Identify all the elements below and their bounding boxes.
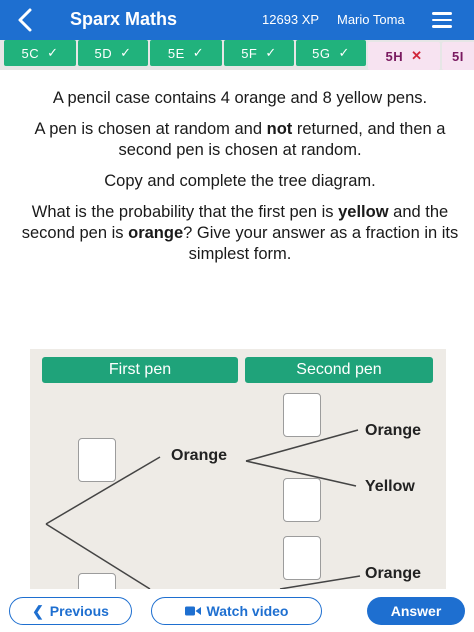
- question-line-3: Copy and complete the tree diagram.: [104, 172, 376, 190]
- first-pen-heading: First pen: [42, 357, 238, 383]
- tab-label: 5C: [21, 45, 40, 61]
- tab-label: 5F: [241, 45, 258, 61]
- tab-label: 5I: [452, 48, 464, 64]
- tab-label: 5D: [94, 45, 113, 61]
- check-icon: ✓: [338, 45, 350, 60]
- app-title: Sparx Maths: [70, 9, 178, 29]
- tab-5c[interactable]: [4, 40, 76, 66]
- second-yellow-label: Yellow: [365, 478, 415, 495]
- tab-label: 5G: [312, 45, 331, 61]
- xp-counter: 12693 XP: [262, 12, 320, 27]
- check-icon: ✓: [120, 45, 132, 60]
- tab-5f[interactable]: [224, 40, 294, 66]
- tree-diagram: [30, 349, 446, 589]
- question-line-4: What is the probability that the first pen is yellow and the second pen is orange? Give your answer as a fraction in its simplest form.: [21, 203, 459, 263]
- second-orange-label: Orange: [365, 422, 422, 439]
- check-icon: ✓: [265, 45, 277, 60]
- chevron-left-icon: ❮: [32, 602, 44, 619]
- video-camera-icon: [185, 606, 201, 616]
- check-icon: ✓: [192, 45, 205, 60]
- back-arrow-icon[interactable]: [14, 6, 38, 34]
- user-name[interactable]: Mario Toma: [337, 12, 405, 27]
- question-line-2: A pen is chosen at random and not returned, and then a second pen is chosen at random.: [34, 120, 446, 159]
- bottom-bar: [0, 590, 474, 632]
- watch-video-label: Watch video: [206, 603, 289, 619]
- answer-button[interactable]: Answer: [367, 597, 465, 625]
- tab-label: 5H: [385, 48, 404, 64]
- tab-5d[interactable]: [78, 40, 148, 66]
- watch-video-button[interactable]: [151, 597, 322, 625]
- tab-5e[interactable]: [150, 40, 222, 66]
- previous-label: Previous: [49, 603, 109, 619]
- orange-yellow-probability-box[interactable]: [283, 478, 321, 522]
- previous-button[interactable]: [9, 597, 132, 625]
- top-bar: [0, 0, 474, 40]
- tab-5h[interactable]: [368, 42, 440, 70]
- cross-icon: ✕: [411, 48, 423, 63]
- question-line-1: A pencil case contains 4 orange and 8 yellow pens.: [52, 89, 428, 107]
- yellow-orange-probability-box[interactable]: [283, 536, 321, 580]
- first-orange-probability-box[interactable]: [78, 438, 116, 482]
- hamburger-menu-icon[interactable]: [426, 0, 458, 40]
- first-yellow-probability-box[interactable]: [78, 573, 116, 589]
- tab-5i[interactable]: [442, 42, 474, 70]
- check-icon: ✓: [47, 45, 59, 60]
- orange-orange-probability-box[interactable]: [283, 393, 321, 437]
- first-orange-label: Orange: [171, 447, 228, 464]
- question-text: [14, 88, 466, 275]
- task-tabs: [0, 40, 474, 70]
- second-orange-label-lower: Orange: [365, 565, 422, 582]
- tab-5g[interactable]: [296, 40, 366, 66]
- tab-label: 5E: [167, 45, 185, 61]
- second-pen-heading: Second pen: [245, 357, 433, 383]
